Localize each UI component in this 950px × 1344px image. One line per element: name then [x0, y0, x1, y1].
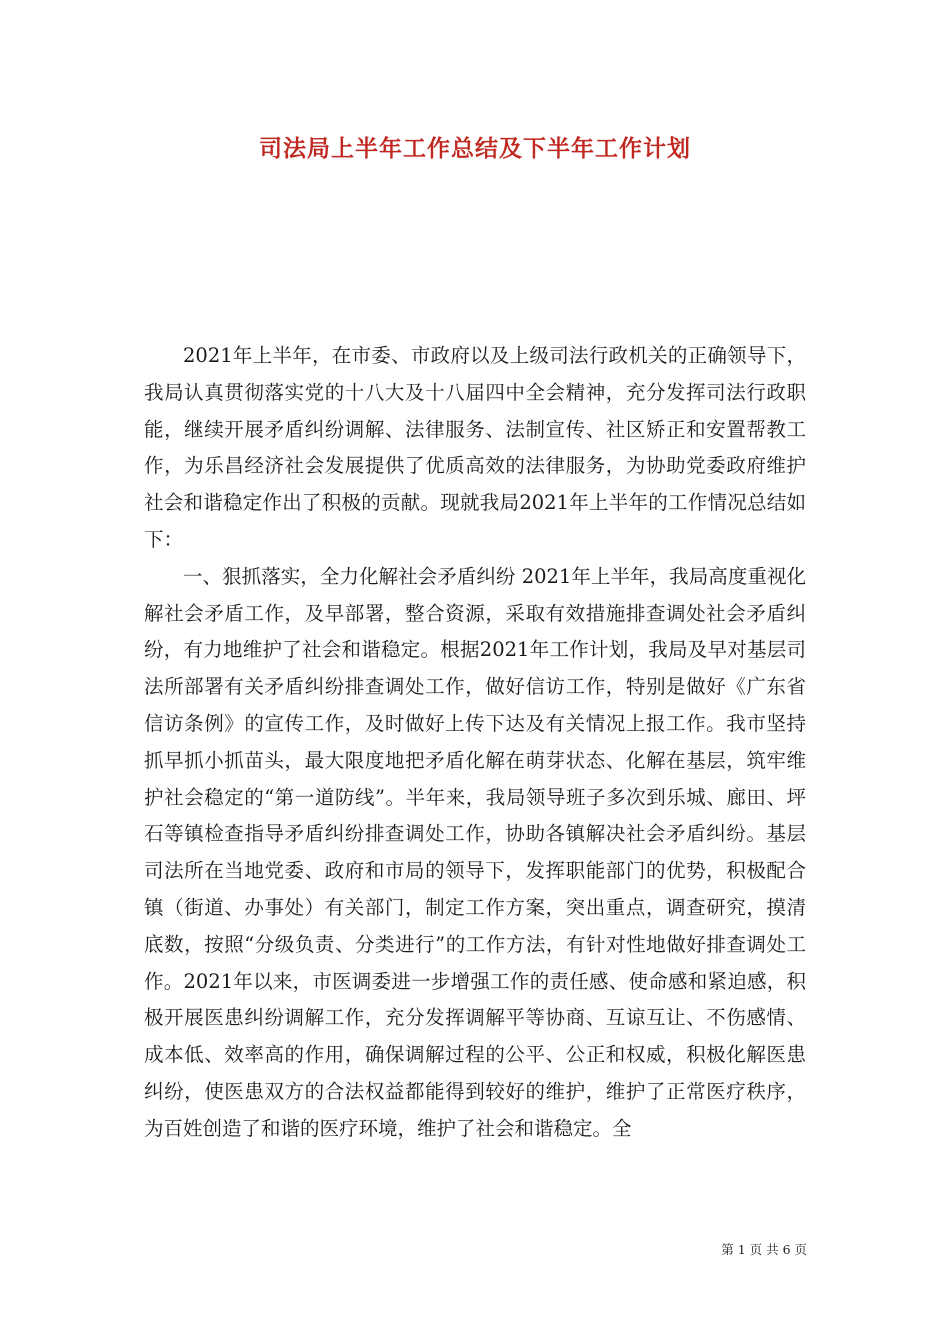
paragraph-intro: 2021年上半年，在市委、市政府以及上级司法行政机关的正确领导下，我局认真贯彻落实党的十八大及十八届四中全会精神，充分发挥司法行政职能，继续开展矛盾纠纷调解、法律服务、法制宣传、社区矫正和安置帮教工作，为乐昌经济社会发展提供了优质高效的法律服务，为协助党委政府维护社会和谐稳定作出了积极的贡献。现就我局2021年上半年的工作情况总结如下： [144, 344, 806, 551]
document-body [144, 338, 806, 1148]
document-title: 司法局上半年工作总结及下半年工作计划 [259, 135, 691, 162]
page-number: 第 1 页 共 6 页 [721, 1242, 807, 1257]
paragraph-section-one: 一、狠抓落实，全力化解社会矛盾纠纷 2021年上半年，我局高度重视化解社会矛盾工作，及早部署，整合资源，采取有效措施排查调处社会矛盾纠纷，有力地维护了社会和谐稳定。根据2021年工作计划，我局及早对基层司法所部署有关矛盾纠纷排查调处工作，做好信访工作，特别是做好《广东省信访条例》的宣传工作，及时做好上传下达及有关情况上报工作。我市坚持抓早抓小抓苗头，最大限度地把矛盾化解在萌芽状态、化解在基层，筑牢维护社会稳定的“第一道防线”。半年来，我局领导班子多次到乐城、廊田、坪石等镇检查指导矛盾纠纷排查调处工作，协助各镇解决社会矛盾纠纷。基层司法所在当地党委、政府和市局的领导下，发挥职能部门的优势，积极配合镇（街道、办事处）有关部门，制定工作方案，突出重点，调查研究，摸清底数，按照“分级负责、分类进行”的工作方法，有针对性地做好排查调处工作。2021年以来，市医调委进一步增强工作的责任感、使命感和紧迫感，积极开展医患纠纷调解工作，充分发挥调解平等协商、互谅互让、不伤感情、成本低、效率高的作用，确保调解过程的公平、公正和权威，积极化解医患纠纷，使医患双方的合法权益都能得到较好的维护，维护了正常医疗秩序，为百姓创造了和谐的医疗环境，维护了社会和谐稳定。全 [144, 564, 806, 1140]
